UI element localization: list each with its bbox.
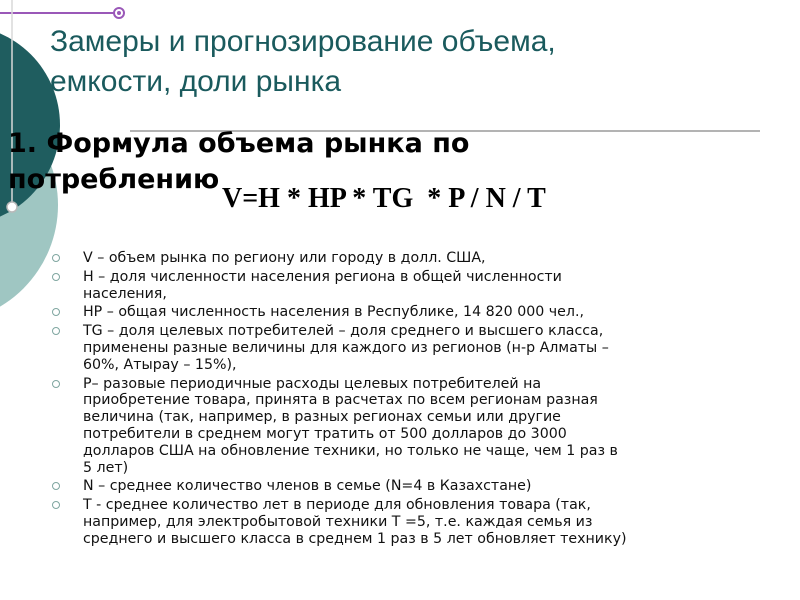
bullet-icon: [52, 380, 60, 388]
section-heading-line-1: 1. Формула объема рынка по: [8, 128, 470, 159]
slide-title-line-1: Замеры и прогнозирование объема,: [50, 25, 556, 58]
bullet-icon: [52, 273, 60, 281]
bullet-icon: [52, 482, 60, 490]
definition-hp: HP – общая численность населения в Республике, 14 820 000 чел.,: [50, 304, 775, 321]
bullet-icon: [52, 327, 60, 335]
definition-t: T - среднее количество лет в периоде для обновления товара (так, например, для электробытовой техники T =5, т.е. каждая семья из среднего и высшего класса в среднем 1 раз в 5 лет обновляет технику): [50, 497, 775, 547]
left-vertical-dot: [7, 202, 17, 212]
definitions-list: [50, 250, 775, 550]
definition-h: H – доля численности населения региона в общей численности населения,: [50, 269, 775, 303]
slide-title-line-2: емкости, доли рынка: [50, 65, 342, 98]
definition-p: P– разовые периодичные расходы целевых потребителей на приобретение товара, принята в расчетах по всем регионам разная величина (так, например, в разных регионах семьи или другие потребители в среднем могут тратить от 500 долларов до 3000 долларов США на обновление техники, но только не чаще, чем 1 раз в 5 лет): [50, 376, 775, 477]
bullet-icon: [52, 254, 60, 262]
bullet-icon: [52, 308, 60, 316]
market-volume-formula: V=H * HP * TG * P / N / T: [222, 183, 546, 214]
slide-title: [50, 22, 750, 102]
section-heading-line-2: потреблению: [8, 164, 220, 195]
bullet-icon: [52, 501, 60, 509]
definition-tg: TG – доля целевых потребителей – доля среднего и высшего класса, применены разные величины для каждого из регионов (н-р Алматы – 60%, Атырау – 15%),: [50, 323, 775, 373]
definition-v: V – объем рынка по региону или городу в долл. США,: [50, 250, 775, 267]
definition-n: N – среднее количество членов в семье (N=4 в Казахстане): [50, 478, 775, 495]
top-accent-dot-center: [117, 11, 121, 15]
